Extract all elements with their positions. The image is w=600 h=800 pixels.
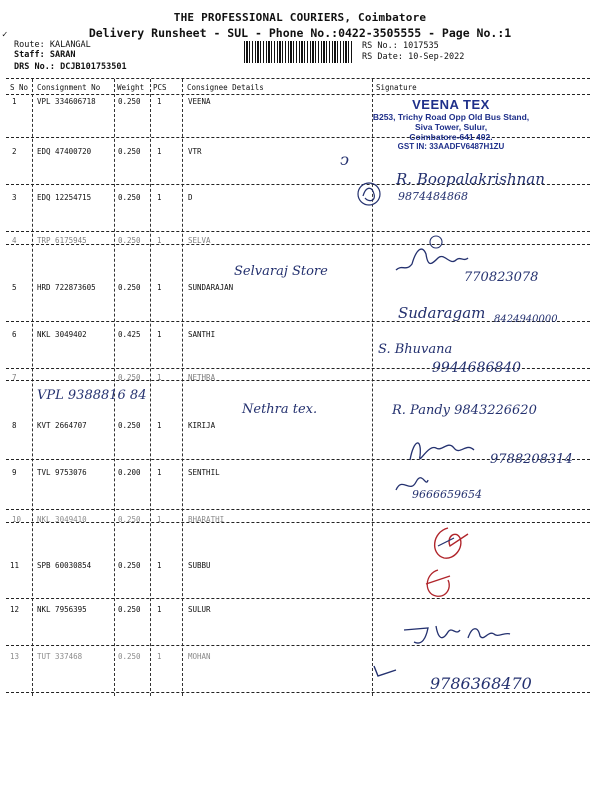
row-consignment: EDQ 47400720 bbox=[37, 147, 92, 156]
handwritten-phone: 9666659654 bbox=[412, 488, 482, 501]
rs-no-line bbox=[362, 41, 439, 51]
row-consignee: D bbox=[188, 193, 193, 202]
handwritten-phone: 9874484868 bbox=[398, 190, 468, 203]
col-consignment: Consignment No bbox=[37, 83, 101, 92]
row-consignee: SUBBU bbox=[188, 561, 211, 570]
row-consignee: BHARATHI bbox=[188, 515, 225, 524]
row-sno: 9 bbox=[12, 468, 17, 477]
signature-mark bbox=[404, 430, 494, 470]
staff-line bbox=[14, 50, 75, 60]
row-consignee: SULUR bbox=[188, 605, 211, 614]
row-consignee: SELVA bbox=[188, 236, 211, 245]
row-pcs: 1 bbox=[157, 236, 162, 245]
handwritten-consignment: VPL 9388816 84 bbox=[37, 388, 147, 403]
row-consignee: NETHRA bbox=[188, 373, 216, 382]
row-sno: 7 bbox=[12, 373, 17, 382]
handwritten-phone: 9788208314 bbox=[490, 452, 573, 467]
row-pcs: 1 bbox=[157, 468, 162, 477]
stamp-address-2: Siva Tower, Sulur, bbox=[414, 122, 488, 132]
route-label: Route: bbox=[14, 40, 45, 50]
signature-mark bbox=[392, 234, 472, 280]
col-consignee: Consignee Details bbox=[187, 83, 264, 92]
row-sno: 1 bbox=[12, 97, 17, 106]
row-consignee: SUNDARAJAN bbox=[188, 283, 234, 292]
row-consignment: KVT 2664707 bbox=[37, 421, 87, 430]
row-weight: 0.425 bbox=[118, 330, 141, 339]
row-sno: 3 bbox=[12, 193, 17, 202]
row-rule bbox=[6, 231, 590, 232]
staff-label: Staff: bbox=[14, 50, 45, 60]
row-weight: 0.250 bbox=[118, 283, 141, 292]
row-consignee: SANTHI bbox=[188, 330, 216, 339]
stamp-address-1: B253, Trichy Road Opp Old Bus Stand, bbox=[372, 112, 530, 122]
row-sno: 4 bbox=[12, 236, 17, 245]
handwritten-name: R. Boopalakrishnan bbox=[396, 170, 545, 188]
row-sno: 8 bbox=[12, 421, 17, 430]
drs-value: DCJB101753501 bbox=[60, 62, 127, 72]
row-consignment: SPB 60030854 bbox=[37, 561, 92, 570]
col-divider bbox=[150, 79, 151, 696]
row-consignment: TUT 337468 bbox=[37, 652, 83, 661]
row-consignment: TRP 6175945 bbox=[37, 236, 87, 245]
runsheet-title: Delivery Runsheet - SUL - Phone No.:0422-3505555 - Page No.:1 bbox=[88, 26, 512, 40]
row-consignee: SENTHIL bbox=[188, 468, 220, 477]
row-pcs: 1 bbox=[157, 373, 162, 382]
row-weight: 0.250 bbox=[118, 421, 141, 430]
col-weight: Weight bbox=[117, 83, 145, 92]
drs-line bbox=[14, 62, 127, 72]
row-weight: 0.250 bbox=[118, 605, 141, 614]
row-weight: 0.250 bbox=[118, 515, 141, 524]
rs-date-label: RS Date: bbox=[362, 52, 403, 62]
row-pcs: 1 bbox=[157, 193, 162, 202]
row-pcs: 1 bbox=[157, 605, 162, 614]
col-pcs: PCS bbox=[153, 83, 167, 92]
row-sno: 11 bbox=[10, 561, 20, 570]
row-sno: 6 bbox=[12, 330, 17, 339]
row-sno: 5 bbox=[12, 283, 17, 292]
row-sno: 10 bbox=[12, 515, 22, 524]
row-consignee: KIRIJA bbox=[188, 421, 216, 430]
handwritten-phone: R. Pandy 9843226620 bbox=[392, 403, 537, 418]
handwritten-phone: 8424940000 bbox=[494, 314, 558, 325]
rs-no-label: RS No.: bbox=[362, 41, 398, 51]
row-pcs: 1 bbox=[157, 330, 162, 339]
row-weight: 0.250 bbox=[118, 561, 141, 570]
signature-mark bbox=[354, 180, 384, 208]
row-rule bbox=[6, 380, 590, 381]
staff-value: SARAN bbox=[49, 50, 76, 60]
row-weight: 0.250 bbox=[118, 236, 141, 245]
handwritten-name: Nethra tex. bbox=[242, 402, 318, 417]
col-sno: S No bbox=[10, 83, 29, 92]
route-line bbox=[14, 40, 91, 50]
row-pcs: 1 bbox=[157, 421, 162, 430]
row-consignment: EDQ 12254715 bbox=[37, 193, 92, 202]
row-pcs: 1 bbox=[157, 97, 162, 106]
handwritten-name: S. Bhuvana bbox=[378, 342, 453, 357]
drs-label: DRS No.: bbox=[14, 62, 55, 72]
row-consignee: VTR bbox=[188, 147, 202, 156]
row-weight: 0.250 bbox=[118, 652, 141, 661]
handwritten-mark: ↄ bbox=[340, 150, 349, 169]
stamp-address-3: Coimbatore-641 402. bbox=[409, 132, 493, 142]
stamp-gstin: GST IN: 33AADFV6487H1ZU bbox=[397, 142, 505, 151]
signature-mark bbox=[418, 566, 458, 600]
handwritten-phone: 9786368470 bbox=[430, 674, 532, 693]
col-signature: Signature bbox=[376, 83, 417, 92]
row-consignee: VEENA bbox=[188, 97, 211, 106]
row-rule bbox=[6, 598, 590, 599]
signature-mark bbox=[398, 612, 518, 652]
row-consignment: VPL 334606718 bbox=[37, 97, 96, 106]
row-consignment: NKL 7956395 bbox=[37, 605, 87, 614]
rs-date-value: 10-Sep-2022 bbox=[408, 52, 465, 62]
row-consignment: TVL 9753076 bbox=[37, 468, 87, 477]
margin-mark: ✓ bbox=[2, 30, 8, 40]
handwritten-signature: Sudaragam bbox=[398, 304, 486, 322]
signature-mark bbox=[370, 662, 400, 680]
row-consignment: HRD 722873605 bbox=[37, 283, 96, 292]
row-pcs: 1 bbox=[157, 515, 162, 524]
row-sno: 12 bbox=[10, 605, 20, 614]
row-rule bbox=[6, 509, 590, 510]
row-weight: 0.200 bbox=[118, 468, 141, 477]
row-weight: 0.250 bbox=[118, 193, 141, 202]
header-bottom-rule bbox=[6, 94, 590, 95]
barcode bbox=[244, 41, 352, 63]
row-sno: 13 bbox=[10, 652, 20, 661]
row-consignment: NKL 3049410 bbox=[37, 515, 87, 524]
row-consignee: MOHAN bbox=[188, 652, 211, 661]
company-title: THE PROFESSIONAL COURIERS, Coimbatore bbox=[173, 11, 427, 24]
route-value: KALANGAL bbox=[49, 40, 91, 50]
table-top-rule bbox=[6, 78, 590, 79]
handwritten-phone: 9944686840 bbox=[432, 360, 522, 376]
row-pcs: 1 bbox=[157, 147, 162, 156]
row-weight: 0.250 bbox=[118, 147, 141, 156]
signature-mark bbox=[424, 524, 478, 564]
handwritten-phone: 770823078 bbox=[464, 270, 539, 285]
stamp-name: VEENA TEX bbox=[412, 97, 490, 112]
row-rule bbox=[6, 522, 590, 523]
company-stamp bbox=[366, 97, 536, 151]
col-divider bbox=[372, 79, 373, 696]
row-pcs: 1 bbox=[157, 561, 162, 570]
row-weight: 0.250 bbox=[118, 373, 141, 382]
row-rule bbox=[6, 244, 590, 245]
col-divider bbox=[32, 79, 33, 696]
handwritten-name: Selvaraj Store bbox=[234, 264, 328, 279]
col-divider bbox=[182, 79, 183, 696]
row-weight: 0.250 bbox=[118, 97, 141, 106]
row-pcs: 1 bbox=[157, 283, 162, 292]
row-pcs: 1 bbox=[157, 652, 162, 661]
row-sno: 2 bbox=[12, 147, 17, 156]
rs-date-line bbox=[362, 52, 464, 62]
rs-no-value: 1017535 bbox=[402, 41, 439, 51]
row-consignment: NKL 3049402 bbox=[37, 330, 87, 339]
